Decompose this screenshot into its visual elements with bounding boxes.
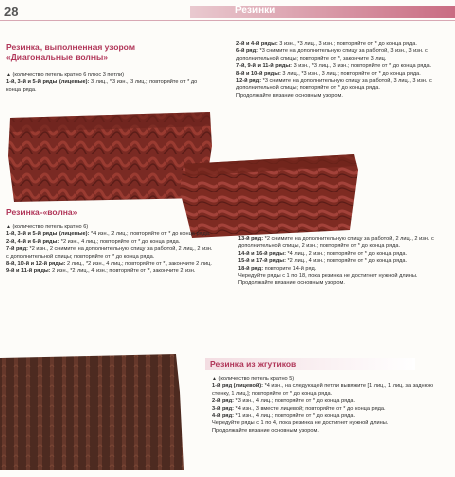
- row-label: 15-й и 17-й ряды:: [238, 258, 286, 265]
- row-label: 1-й, 3-й и 5-й ряды (лицевые):: [6, 231, 90, 238]
- section-title-twisted: Резинка из жгутиков: [210, 359, 297, 369]
- page-number: 28: [4, 4, 19, 19]
- triangle-icon: ▲: [212, 376, 217, 382]
- row-line: [238, 258, 450, 265]
- repeat-line: Чередуйте ряды с 1 по 4, пока резинка не достигнет нужной длины.: [212, 420, 389, 427]
- row-text: повторите 14-й ряд.: [263, 265, 317, 272]
- diagonal-instructions: [6, 72, 211, 94]
- row-line: [212, 406, 450, 413]
- intro-text: (количество петель кратно 6 плюс 3 петли): [12, 72, 125, 78]
- row-line: [236, 48, 448, 63]
- row-label: 14-й и 16-й ряды:: [238, 250, 286, 257]
- row-line: [6, 268, 214, 275]
- intro-text: (количество петель кратно 6): [12, 224, 89, 230]
- row-text: 3 изн., *3 лиц., 3 изн.; повторяйте от * до конца ряда.: [292, 63, 432, 70]
- row-line: [236, 63, 448, 70]
- row-label: 4-й ряд:: [212, 413, 234, 420]
- row-text: *4 изн., на следующей петли вывяжите [1 лиц., 1 лиц. за заднюю стенку, 1 лиц.]; повторяйте от * до конца ряда.: [212, 383, 434, 397]
- header-title: Резинки: [235, 5, 276, 16]
- row-line: [212, 383, 450, 398]
- row-text: 3 изн., *3 лиц., 3 изн.; повторяйте от * до конца ряда.: [277, 41, 417, 47]
- row-label: 7-й, 9-й и 11-й ряды:: [236, 63, 293, 70]
- fabric-photo-cable-rib: [0, 352, 186, 472]
- title-line-2: «Диагональные волны»: [6, 52, 108, 62]
- row-label: 18-й ряд:: [238, 265, 264, 272]
- diagonal-instructions-continued: [236, 41, 448, 100]
- title-line-1: Резинка, выполненная узором: [6, 42, 136, 52]
- row-label: 2-й и 4-й ряды:: [236, 41, 278, 47]
- row-label: 13-й ряд:: [238, 236, 264, 242]
- row-line: [236, 71, 448, 78]
- row-label: 2-й ряд:: [212, 398, 234, 405]
- row-text: *2 изн., 4 лиц.; повторяйте от * до конца ряда.: [59, 238, 181, 245]
- row-line: [238, 266, 450, 273]
- row-label: 1-й ряд (лицевой):: [212, 383, 264, 390]
- row-text: *1 изн., 4 лиц.; повторяйте от * до конца ряда.: [234, 413, 356, 420]
- row-line: [6, 246, 214, 261]
- row-label: 9-й и 11-й ряды:: [6, 268, 51, 275]
- wave-instructions-continued: [238, 236, 450, 288]
- row-label: 8-й, 10-й и 12-й ряды:: [6, 261, 66, 268]
- row-label: 12-й ряд:: [236, 78, 262, 85]
- row-text: *2 изн., 2 снимите на дополнительную спицу за работой, 2 лиц., 2 изн. с дополнительной спицы; повторяйте от * до конца ряда.: [6, 246, 213, 260]
- row-text: 3 лиц., *3 изн., 3 лиц.; повторяйте от * до конца ряда.: [6, 79, 198, 93]
- closing-line: Продолжайте вязание основным узором.: [238, 280, 345, 287]
- row-line: [6, 79, 211, 94]
- triangle-icon: ▲: [6, 72, 11, 78]
- wave-instructions: [6, 224, 214, 276]
- row-text: 2 изн., *2 лиц., 4 изн.; повторяйте от *, закончите 2 изн.: [50, 268, 196, 275]
- row-text: *3 изн., 4 лиц.; повторяйте от * до конца ряда.: [234, 398, 356, 405]
- row-text: *2 снимите на дополнительную спицу за работой, 2 лиц., 2 изн. с дополнительной спицы, 2 изн.; повторяйте от * до конца ряда.: [238, 236, 434, 250]
- row-label: 7-й ряд:: [6, 246, 28, 253]
- repeat-line: Чередуйте ряды с 1 по 18, пока резинка не достигнет нужной длины.: [238, 273, 418, 280]
- row-text: *2 лиц., 4 изн.; повторяйте от * до конца ряда.: [285, 258, 408, 265]
- header-bar: [190, 6, 455, 18]
- row-label: 3-й ряд:: [212, 405, 234, 412]
- section-title-diagonal: [6, 42, 206, 62]
- row-text: 2 лиц., *2 изн., 4 лиц.; повторяйте от *, закончите 2 лиц.: [65, 261, 212, 268]
- row-text: *4 изн., 2 лиц.; повторяйте от * до конца ряда.: [89, 231, 211, 238]
- row-label: 2-й, 4-й и 6-й ряды:: [6, 238, 60, 245]
- intro-text: (количество петель кратно 5): [218, 376, 295, 382]
- row-line: [212, 398, 450, 405]
- row-text: *3 снимите на дополнительную спицу за работой, 3 изн., 3 изн. с дополнительной спицы; повторяйте от *, закончите 3 лиц.: [236, 48, 428, 62]
- row-line: [236, 78, 448, 93]
- row-text: *4 лиц., 2 изн.; повторяйте от * до конца ряда.: [285, 250, 408, 257]
- row-text: *3 снимите на дополнительную спицу за работой, 3 лиц., 3 изн. с дополнительной спицы; повторяйте от * до конца ряда.: [236, 78, 432, 92]
- row-text: 3 лиц., *3 изн., 3 лиц.; повторяйте от * до конца ряда.: [280, 70, 421, 77]
- twisted-instructions: [212, 376, 450, 435]
- row-line: [238, 236, 450, 251]
- row-label: 1-й, 3-й и 5-й ряды (лицевые):: [6, 79, 90, 86]
- row-text: *4 изн., 3 вместе лицевой; повторяйте от * до конца ряда.: [234, 405, 386, 412]
- row-label: 8-й и 10-й ряды:: [236, 70, 281, 77]
- triangle-icon: ▲: [6, 224, 11, 230]
- closing-line: Продолжайте вязание основным узором.: [236, 92, 343, 99]
- row-label: 6-й ряд:: [236, 48, 258, 55]
- section-title-wave: Резинка-«волна»: [6, 207, 78, 217]
- row-line: [6, 231, 214, 238]
- closing-line: Продолжайте вязание основным узором.: [212, 427, 319, 434]
- header-rule: [0, 20, 455, 21]
